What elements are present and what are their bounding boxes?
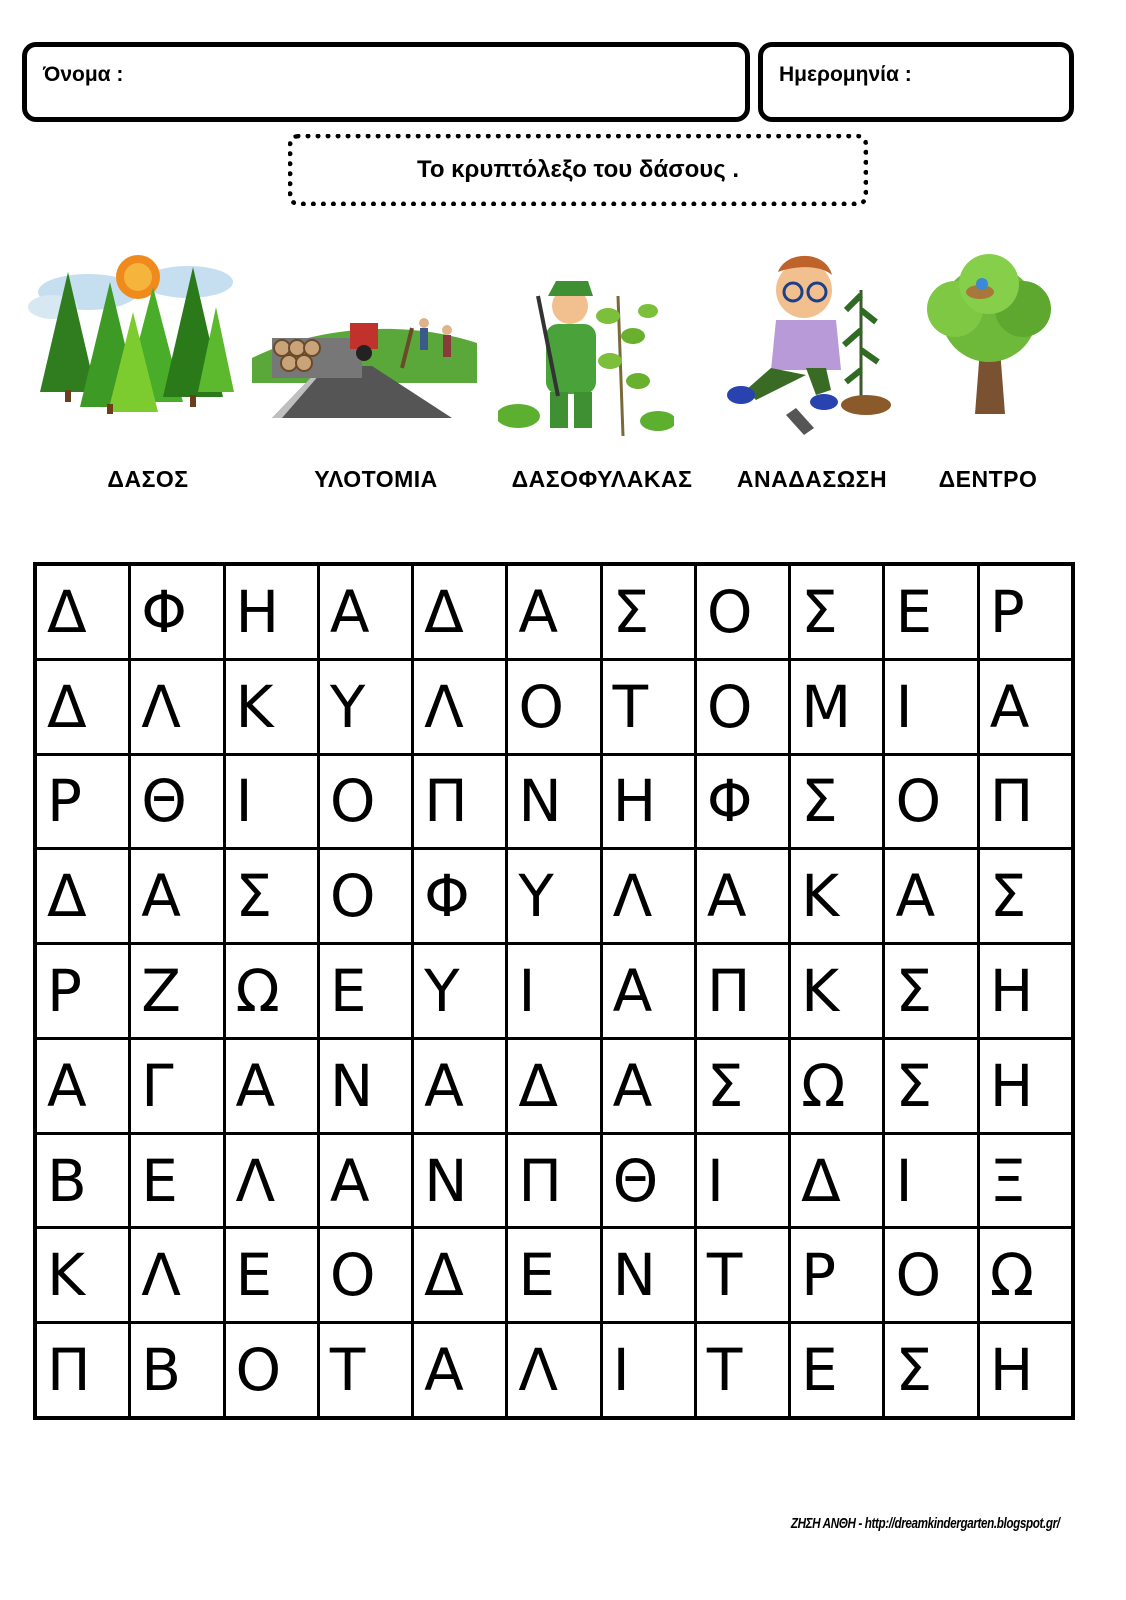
grid-cell[interactable]: Α [414,1040,505,1132]
date-label: Ημερομηνία : [779,63,912,86]
grid-cell[interactable]: Η [980,1324,1071,1416]
grid-cell[interactable]: Ε [131,1135,222,1227]
grid-cell[interactable]: Κ [226,661,317,753]
grid-cell[interactable]: Ι [697,1135,788,1227]
grid-cell[interactable]: Υ [508,850,599,942]
grid-cell[interactable]: Γ [131,1040,222,1132]
grid-cell[interactable]: Ι [885,1135,976,1227]
grid-cell[interactable]: Α [320,566,411,658]
grid-cell[interactable]: Ο [697,661,788,753]
grid-cell[interactable]: Ω [226,945,317,1037]
title-frame [288,134,868,206]
grid-cell[interactable]: Ε [508,1229,599,1321]
grid-cell[interactable]: Δ [37,850,128,942]
word-label: ΥΛΟΤΟΜΙΑ [314,466,438,492]
grid-cell[interactable]: Α [885,850,976,942]
grid-cell[interactable]: Δ [414,566,505,658]
word-label: ΔΕΝΤΡΟ [938,466,1038,492]
grid-cell[interactable]: Α [508,566,599,658]
grid-cell[interactable]: Ο [226,1324,317,1416]
grid-cell[interactable]: Σ [885,1040,976,1132]
forest-icon [28,252,238,417]
name-label: Όνομα : [43,63,124,86]
grid-cell[interactable]: Λ [131,1229,222,1321]
grid-cell[interactable]: Ε [791,1324,882,1416]
grid-cell[interactable]: Ι [603,1324,694,1416]
grid-cell[interactable]: Σ [603,566,694,658]
page-title: Το κρυπτόλεξο του δάσους . [416,156,740,183]
grid-cell[interactable]: Θ [131,756,222,848]
credit-text: ΖΗΣΗ ΑΝΘΗ - http://dreamkindergarten.blogspot.gr/ [791,1515,1060,1532]
grid-cell[interactable]: Α [131,850,222,942]
grid-cell[interactable]: Δ [414,1229,505,1321]
grid-cell[interactable]: Ο [697,566,788,658]
grid-cell[interactable]: Σ [226,850,317,942]
grid-cell[interactable]: Η [980,945,1071,1037]
grid-cell[interactable]: Δ [508,1040,599,1132]
grid-cell[interactable]: Α [37,1040,128,1132]
grid-cell[interactable]: Σ [791,566,882,658]
grid-cell[interactable]: Ο [508,661,599,753]
grid-cell[interactable]: Ε [226,1229,317,1321]
boy-planting-tree-icon [726,250,896,445]
grid-cell[interactable]: Ο [320,756,411,848]
grid-cell[interactable]: Π [37,1324,128,1416]
grid-cell[interactable]: Ο [885,1229,976,1321]
grid-cell[interactable]: Ρ [37,756,128,848]
grid-cell[interactable]: Α [320,1135,411,1227]
grid-cell[interactable]: Δ [791,1135,882,1227]
grid-cell[interactable]: Α [603,1040,694,1132]
grid-cell[interactable]: Α [226,1040,317,1132]
grid-cell[interactable]: Ω [791,1040,882,1132]
grid-cell[interactable]: Ξ [980,1135,1071,1227]
grid-cell[interactable]: Π [697,945,788,1037]
grid-cell[interactable]: Μ [791,661,882,753]
grid-cell[interactable]: Ν [414,1135,505,1227]
grid-cell[interactable]: Ε [885,566,976,658]
grid-cell[interactable]: Τ [697,1324,788,1416]
grid-cell[interactable]: Δ [37,661,128,753]
grid-cell[interactable]: Ι [508,945,599,1037]
grid-cell[interactable]: Α [697,850,788,942]
grid-cell[interactable]: Κ [791,945,882,1037]
grid-cell[interactable]: Σ [697,1040,788,1132]
forest-ranger-icon [498,266,674,436]
grid-cell[interactable]: Κ [37,1229,128,1321]
grid-cell[interactable]: Κ [791,850,882,942]
logging-truck-icon [252,288,482,418]
grid-cell[interactable]: Λ [131,661,222,753]
grid-cell[interactable]: Ι [885,661,976,753]
grid-cell[interactable]: Λ [226,1135,317,1227]
grid-cell[interactable]: Λ [603,850,694,942]
grid-cell[interactable]: Α [414,1324,505,1416]
grid-cell[interactable]: Φ [697,756,788,848]
word-label: ΔΑΣΟΦΥΛΑΚΑΣ [511,466,693,492]
grid-cell[interactable]: Υ [414,945,505,1037]
grid-cell[interactable]: Λ [508,1324,599,1416]
grid-cell[interactable]: Η [603,756,694,848]
grid-cell[interactable]: Λ [414,661,505,753]
word-label: ΔΑΣΟΣ [107,466,189,492]
grid-cell[interactable]: Ι [226,756,317,848]
grid-cell[interactable]: Τ [603,661,694,753]
grid-cell[interactable]: Π [508,1135,599,1227]
grid-cell[interactable]: Φ [414,850,505,942]
grid-cell[interactable]: Ρ [791,1229,882,1321]
grid-cell[interactable]: Ω [980,1229,1071,1321]
grid-cell[interactable]: Ρ [980,566,1071,658]
grid-cell[interactable]: Υ [320,661,411,753]
grid-cell[interactable]: Ν [508,756,599,848]
grid-cell[interactable]: Ν [603,1229,694,1321]
grid-cell[interactable]: Α [980,661,1071,753]
grid-cell[interactable]: Η [226,566,317,658]
grid-cell[interactable]: Ν [320,1040,411,1132]
name-field[interactable] [22,42,750,122]
grid-cell[interactable]: Σ [885,1324,976,1416]
grid-cell[interactable]: Π [414,756,505,848]
word-search-grid [33,562,1075,1420]
grid-cell[interactable]: Τ [697,1229,788,1321]
grid-cell[interactable]: Φ [131,566,222,658]
grid-cell[interactable]: Τ [320,1324,411,1416]
word-label: ΑΝΑΔΑΣΩΣΗ [736,466,888,492]
grid-cell[interactable]: Ο [320,850,411,942]
grid-cell[interactable]: Σ [885,945,976,1037]
grid-cell[interactable]: Δ [37,566,128,658]
grid-cell[interactable]: Β [131,1324,222,1416]
date-field[interactable] [758,42,1074,122]
grid-cell[interactable]: Σ [791,756,882,848]
grid-cell[interactable]: Ο [885,756,976,848]
grid-cell[interactable]: Η [980,1040,1071,1132]
grid-cell[interactable]: Ρ [37,945,128,1037]
grid-cell[interactable]: Ε [320,945,411,1037]
grid-cell[interactable]: Π [980,756,1071,848]
grid-cell[interactable]: Σ [980,850,1071,942]
grid-cell[interactable]: Α [603,945,694,1037]
grid-cell[interactable]: Β [37,1135,128,1227]
grid-cell[interactable]: Ο [320,1229,411,1321]
grid-cell[interactable]: Θ [603,1135,694,1227]
grid-cell[interactable]: Ζ [131,945,222,1037]
tree-with-bird-icon [920,254,1058,414]
